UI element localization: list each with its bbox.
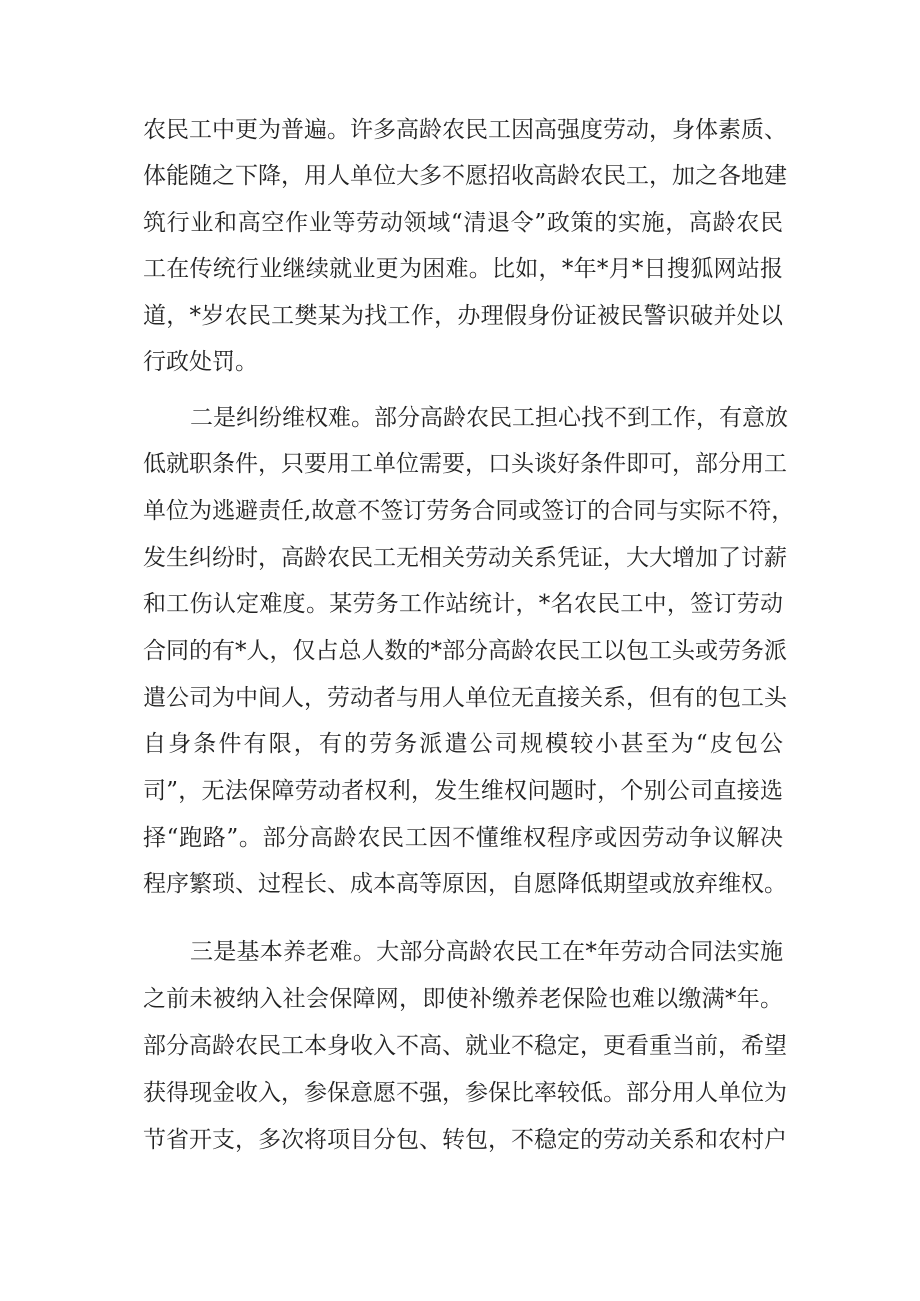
paragraph-3-line-2: 之前未被纳入社会保障网，即使补缴养老保险也难以缴满*年。	[143, 986, 783, 1012]
paragraph-3-line-3: 部分高龄农民工本身收入不高、就业不稳定，更看重当前，希望	[143, 1033, 787, 1059]
paragraph-2-line-6: 合同的有*人，仅占总人数的*部分高龄农民工以包工头或劳务派	[143, 638, 787, 664]
paragraph-2-line-11: 程序繁琐、过程长、成本高等原因，自愿降低期望或放弃维权。	[143, 871, 787, 897]
paragraph-1-line-1: 农民工中更为普遍。许多高龄农民工因高强度劳动，身体素质、	[143, 117, 787, 143]
paragraph-2-line-10: 择“跑路”。部分高龄农民工因不懂维权程序或因劳动争议解决	[143, 825, 783, 851]
paragraph-3-line-4: 获得现金收入，参保意愿不强，参保比率较低。部分用人单位为	[143, 1080, 787, 1106]
paragraph-2-line-9: 司”，无法保障劳动者权利，发生维权问题时，个别公司直接选	[143, 778, 783, 804]
paragraph-2-line-7: 遣公司为中间人，劳动者与用人单位无直接关系，但有的包工头	[143, 685, 787, 711]
paragraph-1-line-5: 道，*岁农民工樊某为找工作，办理假身份证被民警识破并处以	[143, 303, 783, 329]
paragraph-2-line-8: 自身条件有限，有的劳务派遣公司规模较小甚至为“皮包公	[143, 731, 783, 757]
paragraph-2-line-2: 低就职条件，只要用工单位需要，口头谈好条件即可，部分用工	[143, 451, 787, 477]
paragraph-3-line-5: 节省开支，多次将项目分包、转包，不稳定的劳动关系和农村户	[143, 1127, 787, 1153]
paragraph-1-line-6: 行政处罚。	[143, 349, 258, 375]
paragraph-2-line-3: 单位为逃避责任,故意不签订劳务合同或签订的合同与实际不符，	[143, 498, 795, 524]
paragraph-3-line-1: 三是基本养老难。大部分高龄农民工在*年劳动合同法实施	[190, 939, 783, 965]
paragraph-2-line-4: 发生纠纷时，高龄农民工无相关劳动关系凭证，大大增加了讨薪	[143, 545, 787, 571]
paragraph-2-line-5: 和工伤认定难度。某劳务工作站统计，*名农民工中，签订劳动	[143, 591, 783, 617]
paragraph-2-line-1: 二是纠纷维权难。部分高龄农民工担心找不到工作，有意放	[190, 405, 788, 431]
paragraph-1-line-3: 筑行业和高空作业等劳动领域“清退令”政策的实施，高龄农民	[143, 210, 783, 236]
paragraph-1-line-2: 体能随之下降，用人单位大多不愿招收高龄农民工，加之各地建	[143, 163, 787, 189]
paragraph-1-line-4: 工在传统行业继续就业更为困难。比如，*年*月*日搜狐网站报	[143, 256, 783, 282]
